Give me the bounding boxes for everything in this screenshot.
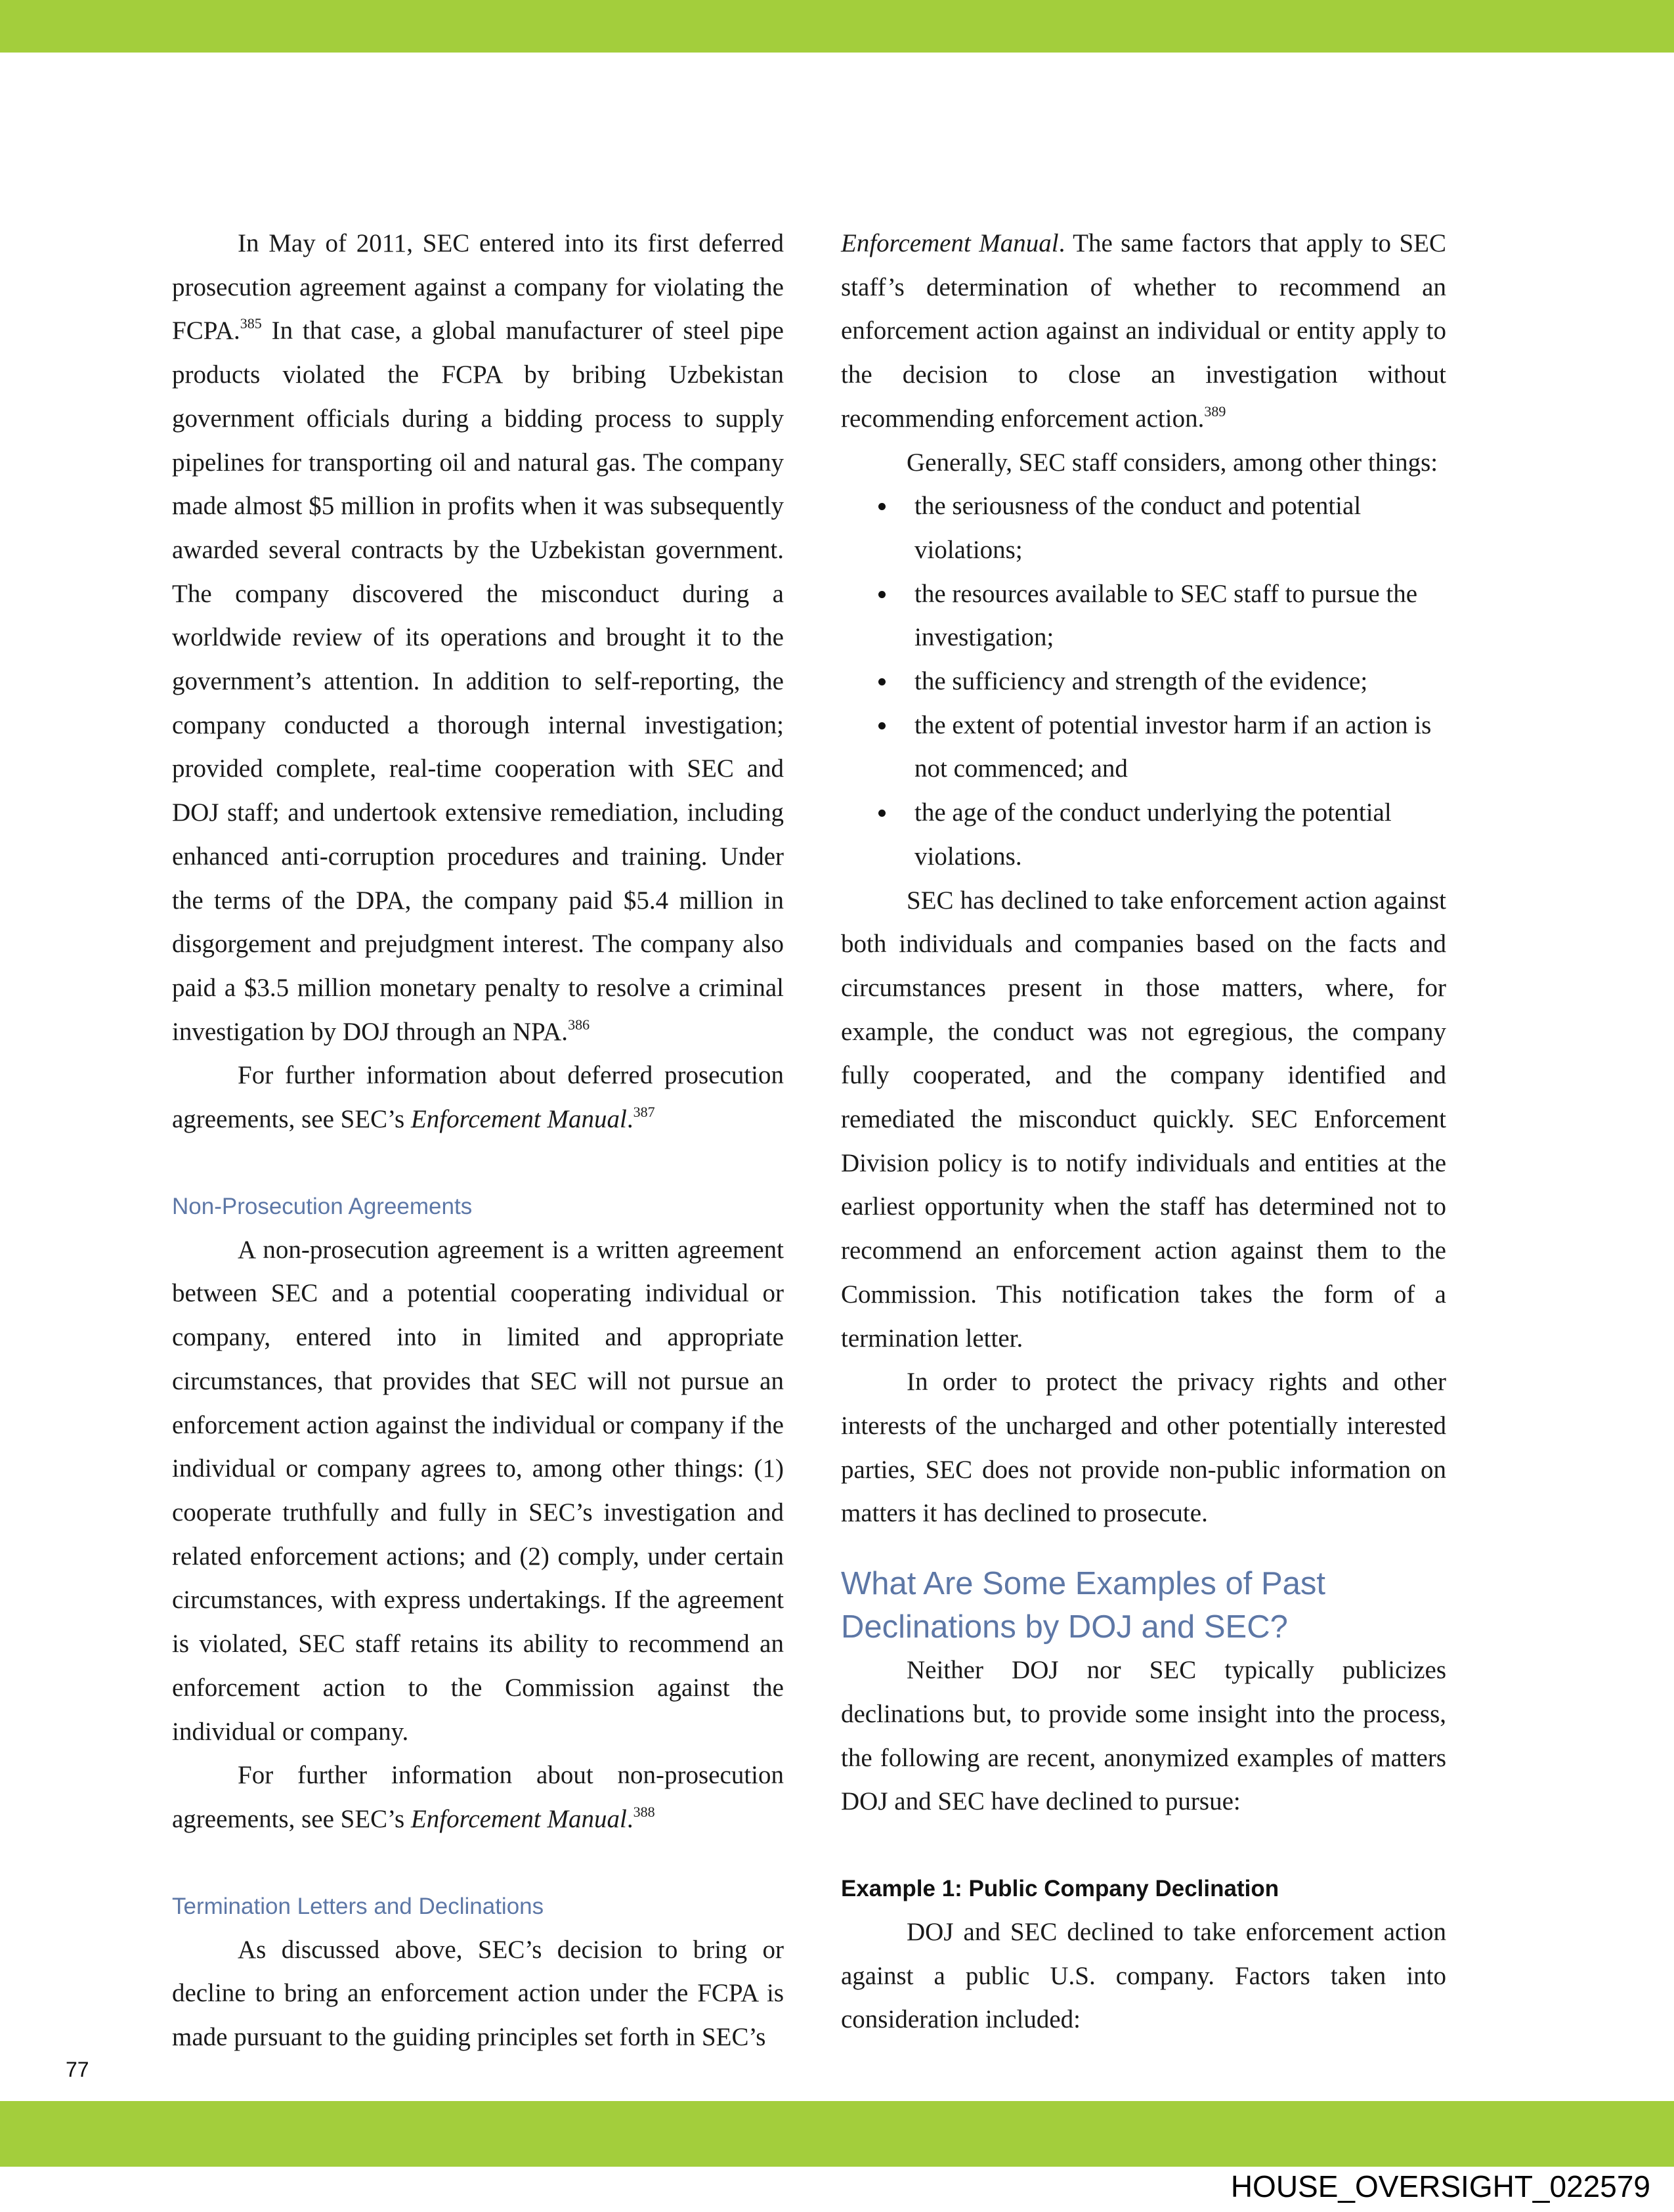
bullet-icon	[878, 810, 886, 817]
footnote-ref[interactable]: 388	[633, 1803, 655, 1820]
section-heading-npa: Non-Prosecution Agreements	[172, 1193, 473, 1219]
paragraph-text: In May of 2011, SEC entered into its first deferred prosecution agreement against a company for violating the FCPA.	[172, 229, 784, 345]
footnote-ref[interactable]: 389	[1204, 402, 1226, 420]
bullet-icon	[878, 722, 886, 729]
manual-title: Enforcement Manual	[410, 1105, 627, 1134]
list-item-text: the extent of potential investor harm if an action is not commenced; and	[914, 710, 1432, 783]
paragraph-declined-actions: SEC has declined to take enforcement action against both individuals and companies based on the facts and circumstances present in those matters, where, for example, the conduct was not egregious, the company fully cooperated, and the company identified and remediated the misconduct quickly. SEC Enforcement Division policy is to notify individuals and entities at the earliest opportunity when the staff has determined not to recommend an enforcement action against them to the Commission. This notification takes the form of a termination letter.	[841, 886, 1446, 1353]
paragraph-text: For further information about deferred prosecution agreements, see SEC’s	[172, 1061, 784, 1134]
paragraph-text: In that case, a global manufacturer of steel pipe products violated the FCPA by bribing Uzbekistan government officials during a bidding process to supply pipelines for transporting oil and natural gas. The company made almost $5 million in profits when it was subsequently awarded several contracts by the Uzbekistan government. The company discovered the misconduct during a worldwide review of its operations and brought it to the government’s attention. In addition to self-reporting, the company conducted a thorough internal investigation; provided complete, real-time cooperation with SEC and DOJ staff; and undertook extensive remediation, including enhanced anti-corruption procedures and training. Under the terms of the DPA, the company paid $5.4 million in disgorgement and prejudgment interest. The company also paid a $3.5 million monetary penalty to resolve a criminal investigation by DOJ through an NPA.	[172, 316, 784, 1046]
list-item	[841, 791, 1446, 878]
right-column	[841, 222, 1446, 2042]
list-item-text: the resources available to SEC staff to pursue the investigation;	[914, 579, 1418, 652]
paragraph-example1: DOJ and SEC declined to take enforcement action against a public U.S. company. Factors taken into consideration included:	[841, 1917, 1446, 2034]
paragraph-manual-continuation	[841, 222, 1446, 441]
page-number: 77	[66, 2058, 89, 2081]
list-item-text: the sufficiency and strength of the evidence;	[914, 667, 1368, 696]
list-item	[841, 573, 1446, 660]
paragraph-npa-reference	[172, 1754, 784, 1841]
footnote-ref[interactable]: 385	[240, 315, 262, 332]
bottom-accent-band	[0, 2101, 1674, 2167]
bullet-icon	[878, 678, 886, 685]
section-heading-examples: What Are Some Examples of Past Declinations by DOJ and SEC?	[841, 1566, 1326, 1645]
list-item	[841, 485, 1446, 572]
paragraph-text: For further information about non-prosecution agreements, see SEC’s	[172, 1761, 784, 1833]
top-accent-band	[0, 0, 1674, 53]
manual-title: Enforcement Manual	[410, 1804, 627, 1833]
paragraph-privacy: In order to protect the privacy rights and other interests of the uncharged and other potentially interested parties, SEC does not provide non-public information on matters it has declined to prosecute.	[841, 1368, 1446, 1528]
section-heading-termination: Termination Letters and Declinations	[172, 1893, 544, 1919]
punctuation: .	[626, 1105, 633, 1134]
considerations-list	[841, 485, 1446, 878]
paragraph-dpa-reference	[172, 1054, 784, 1141]
paragraph-dpa-example	[172, 222, 784, 1054]
bates-number: HOUSE_OVERSIGHT_022579	[1230, 2169, 1650, 2203]
manual-title: Enforcement Manual	[841, 229, 1059, 257]
footnote-ref[interactable]: 386	[568, 1016, 590, 1033]
example-heading: Example 1: Public Company Declination	[841, 1875, 1279, 1901]
footnote-ref[interactable]: 387	[633, 1104, 655, 1121]
list-item-text: the seriousness of the conduct and potential violations;	[914, 492, 1362, 564]
list-item	[841, 704, 1446, 791]
spacer	[172, 1842, 784, 1885]
paragraph-npa-definition: A non-prosecution agreement is a written agreement between SEC and a potential cooperating individual or company, entered into in limited and appropriate circumstances, that provides that SEC will not pursue an enforcement action against the individual or company if the individual or company agrees to, among other things: (1) cooperate truthfully and fully in SEC’s investigation and related enforcement actions; and (2) comply, under certain circumstances, with express undertakings. If the agreement is violated, SEC staff retains its ability to recommend an enforcement action to the Commission against the individual or company.	[172, 1235, 784, 1746]
paragraph-examples-intro: Neither DOJ nor SEC typically publicizes declinations but, to provide some insight into the process, the following are recent, anonymized examples of matters DOJ and SEC have declined to pursue:	[841, 1656, 1446, 1816]
punctuation: .	[626, 1804, 633, 1833]
paragraph-considerations-intro: Generally, SEC staff considers, among other things:	[907, 448, 1438, 477]
list-item	[841, 660, 1446, 704]
bullet-icon	[878, 503, 886, 510]
paragraph-text: . The same factors that apply to SEC staff’s determination of whether to recommend an enforcement action against an individual or entity apply to the decision to close an investigation without recommending enforcement action.	[841, 229, 1446, 433]
bullet-icon	[878, 591, 886, 598]
list-item-text: the age of the conduct underlying the potential violations.	[914, 798, 1392, 871]
left-column	[172, 222, 784, 2060]
spacer	[172, 1142, 784, 1185]
spacer	[841, 1824, 1446, 1867]
paragraph-termination: As discussed above, SEC’s decision to bring or decline to bring an enforcement action under the FCPA is made pursuant to the guiding principles set forth in SEC’s	[172, 1935, 784, 2052]
spacer	[841, 1536, 1446, 1562]
